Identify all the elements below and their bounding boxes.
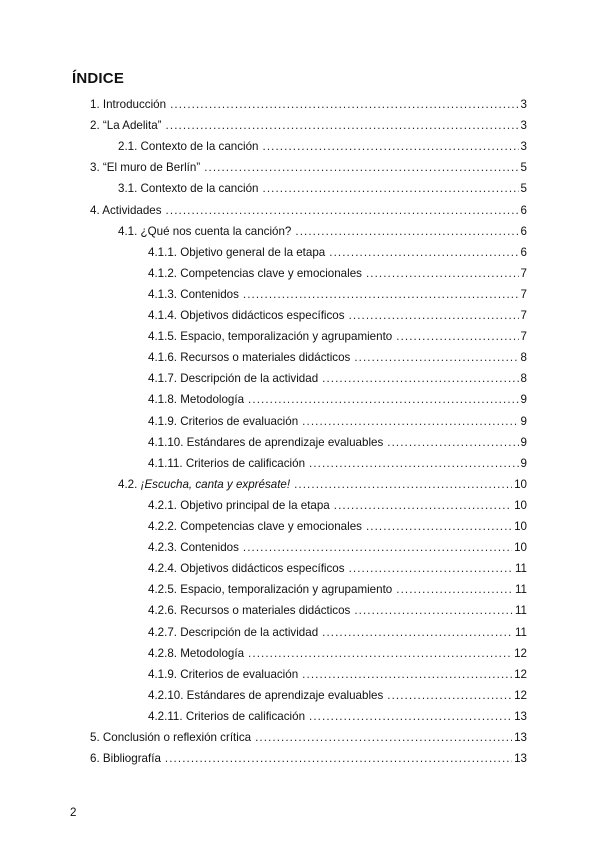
toc-entry-title: 4.2.5. Espacio, temporalización y agrupamiento <box>148 583 393 597</box>
toc-dot-leader <box>366 267 519 280</box>
toc-entry-title: 4.1.8. Metodología <box>148 393 245 407</box>
toc-entry[interactable] <box>90 731 527 749</box>
toc-entry-title: 1. Introducción <box>90 98 167 111</box>
toc-entry-title: 4.1.4. Objetivos didácticos específicos <box>148 309 345 322</box>
toc-entry-page: 13 <box>514 752 527 766</box>
toc-entry-page: 13 <box>514 709 527 723</box>
toc-entry[interactable] <box>118 225 527 243</box>
toc-dot-leader <box>166 204 519 217</box>
toc-entry-page: 8 <box>520 372 527 386</box>
toc-entry-title: 4.1.5. Espacio, temporalización y agrupamiento <box>148 330 393 344</box>
toc-entry-page: 11 <box>514 583 527 597</box>
toc-entry-page: 8 <box>520 351 527 365</box>
toc-entry[interactable] <box>148 351 527 369</box>
toc-entry-title: 4.2. ¡Escucha, canta y exprésate! <box>118 477 291 491</box>
toc-entry[interactable] <box>148 267 527 285</box>
toc-dot-leader <box>309 710 512 723</box>
toc-entry-title: 4.1.7. Descripción de la actividad <box>148 372 319 386</box>
toc-entry-page: 5 <box>520 161 527 175</box>
toc-entry[interactable] <box>148 288 527 306</box>
toc-entry-title: 2. “La Adelita” <box>90 119 162 133</box>
toc-dot-leader <box>387 689 512 702</box>
toc-entry[interactable] <box>148 520 527 538</box>
toc-dot-leader <box>349 309 519 322</box>
toc-entry-page: 11 <box>514 562 527 576</box>
toc-entry-title: 4.1.3. Contenidos <box>148 287 239 301</box>
toc-entry-page: 9 <box>520 393 527 407</box>
toc-entry-title: 4.2.7. Descripción de la actividad <box>148 625 319 639</box>
toc-dot-leader <box>170 98 518 111</box>
toc-entry-page: 7 <box>520 287 527 301</box>
toc-entry-title: 4. Actividades <box>90 203 162 217</box>
toc-entry-title: 4.2.1. Objetivo principal de la etapa <box>148 498 330 512</box>
toc-entry[interactable] <box>148 436 527 454</box>
toc-entry-title: 4.2.3. Contenidos <box>148 541 239 555</box>
toc-dot-leader <box>322 626 513 639</box>
toc-entry-italic-title: ¡Escucha, canta y exprésate! <box>140 477 291 491</box>
toc-dot-leader <box>354 604 513 617</box>
toc-entry[interactable] <box>148 499 527 517</box>
toc-dot-leader <box>302 668 512 681</box>
toc-dot-leader <box>248 647 512 660</box>
toc-entry-title: 4.1.10. Estándares de aprendizaje evaluables <box>148 435 384 449</box>
toc-dot-leader <box>263 182 519 195</box>
toc-entry-page: 6 <box>520 245 527 259</box>
toc-entry[interactable] <box>148 583 527 601</box>
toc-entry-page: 7 <box>520 330 527 344</box>
toc-dot-leader <box>255 731 512 744</box>
toc-dot-leader <box>263 140 519 153</box>
toc-entry-title: 2.1. Contexto de la canción <box>118 140 259 154</box>
toc-entry-page: 6 <box>520 224 527 238</box>
toc-entry-page: 10 <box>514 477 527 491</box>
toc-dot-leader <box>366 520 512 533</box>
toc-entry[interactable] <box>148 246 527 264</box>
toc-entry-page: 3 <box>520 119 527 133</box>
toc-entry-page: 13 <box>514 731 527 744</box>
toc-entry[interactable] <box>148 309 527 327</box>
toc-entry-title: 4.1.6. Recursos o materiales didácticos <box>148 351 351 365</box>
toc-dot-leader <box>294 478 512 491</box>
toc-entry[interactable] <box>118 140 527 158</box>
toc-entry[interactable] <box>148 626 527 644</box>
toc-entry-title: 6. Bibliografía <box>90 752 161 766</box>
toc-dot-leader <box>295 225 518 238</box>
toc-entry-title: 4.2.4. Objetivos didácticos específicos <box>148 562 345 576</box>
toc-entry[interactable] <box>148 415 527 433</box>
toc-entry-title: 4.1. ¿Qué nos cuenta la canción? <box>118 224 292 238</box>
toc-entry-page: 11 <box>514 625 527 639</box>
toc-entry[interactable] <box>118 478 527 496</box>
toc-dot-leader <box>165 752 512 765</box>
toc-entry-page: 10 <box>514 520 527 533</box>
toc-entry-page: 5 <box>520 182 527 196</box>
toc-entry-page: 3 <box>520 140 527 154</box>
toc-entry-title: 4.1.2. Competencias clave y emocionales <box>148 266 362 280</box>
toc-dot-leader <box>329 246 518 259</box>
toc-dot-leader <box>302 415 518 428</box>
toc-entry-title: 4.1.11. Criterios de calificación <box>148 456 306 470</box>
toc-entry-title: 4.1.9. Criterios de evaluación <box>148 667 299 681</box>
toc-entry-page: 9 <box>520 435 527 449</box>
toc-dot-leader <box>396 583 513 596</box>
toc-entry-page: 12 <box>514 688 527 702</box>
toc-entry[interactable] <box>118 182 527 200</box>
toc-entry[interactable] <box>90 119 527 137</box>
toc-entry[interactable] <box>90 98 527 116</box>
toc-dot-leader <box>387 436 518 449</box>
toc-entry-page: 7 <box>520 266 527 280</box>
toc-entry-page: 10 <box>514 541 527 555</box>
toc-entry[interactable] <box>148 393 527 411</box>
toc-entry-title: 4.2.6. Recursos o materiales didácticos <box>148 604 351 618</box>
toc-entry[interactable] <box>148 668 527 686</box>
toc-entry-page: 3 <box>520 98 527 111</box>
toc-entry-page: 10 <box>514 498 527 512</box>
toc-entry-title: 5. Conclusión o reflexión crítica <box>90 731 252 744</box>
toc-dot-leader <box>349 562 513 575</box>
toc-entry[interactable] <box>148 372 527 390</box>
toc-dot-leader <box>309 457 519 470</box>
toc-entry-title: 4.1.9. Criterios de evaluación <box>148 414 299 428</box>
toc-entry-page: 6 <box>520 203 527 217</box>
toc-entry[interactable] <box>148 562 527 580</box>
toc-entry-title: 4.2.8. Metodología <box>148 646 245 660</box>
toc-entry-page: 7 <box>520 309 527 322</box>
toc-entry-title: 4.1.1. Objetivo general de la etapa <box>148 245 326 259</box>
toc-entry[interactable] <box>148 689 527 707</box>
toc-entry-title: 4.2.10. Estándares de aprendizaje evaluables <box>148 688 384 702</box>
toc-entry-title: 3. “El muro de Berlín” <box>90 161 201 175</box>
toc-entry[interactable] <box>148 647 527 665</box>
toc-entry-title: 4.2.11. Criterios de calificación <box>148 709 306 723</box>
toc-entry-title: 3.1. Contexto de la canción <box>118 182 259 196</box>
toc-entry[interactable] <box>148 541 527 559</box>
toc-dot-leader <box>204 161 518 174</box>
toc-dot-leader <box>334 499 512 512</box>
toc-dot-leader <box>166 119 519 132</box>
toc-entry[interactable] <box>148 604 527 622</box>
toc-dot-leader <box>396 330 518 343</box>
toc-dot-leader <box>243 288 519 301</box>
toc-entry[interactable] <box>90 161 527 179</box>
toc-dot-leader <box>354 351 518 364</box>
toc-dot-leader <box>322 372 518 385</box>
toc-entry-page: 12 <box>514 646 527 660</box>
toc-entry-page: 12 <box>514 667 527 681</box>
page-number: 2 <box>70 806 77 819</box>
toc-entry[interactable] <box>148 330 527 348</box>
document-title: ÍNDICE <box>72 70 125 87</box>
toc-entry-title: 4.2.2. Competencias clave y emocionales <box>148 520 362 533</box>
toc-entry-page: 11 <box>514 604 527 618</box>
toc-entry-page: 9 <box>520 456 527 470</box>
toc-dot-leader <box>248 393 519 406</box>
toc-dot-leader <box>243 541 512 554</box>
toc-entry-page: 9 <box>520 414 527 428</box>
toc-entry[interactable] <box>90 752 527 770</box>
toc-entry[interactable] <box>148 457 527 475</box>
toc-entry[interactable] <box>148 710 527 728</box>
toc-entry[interactable] <box>90 204 527 222</box>
